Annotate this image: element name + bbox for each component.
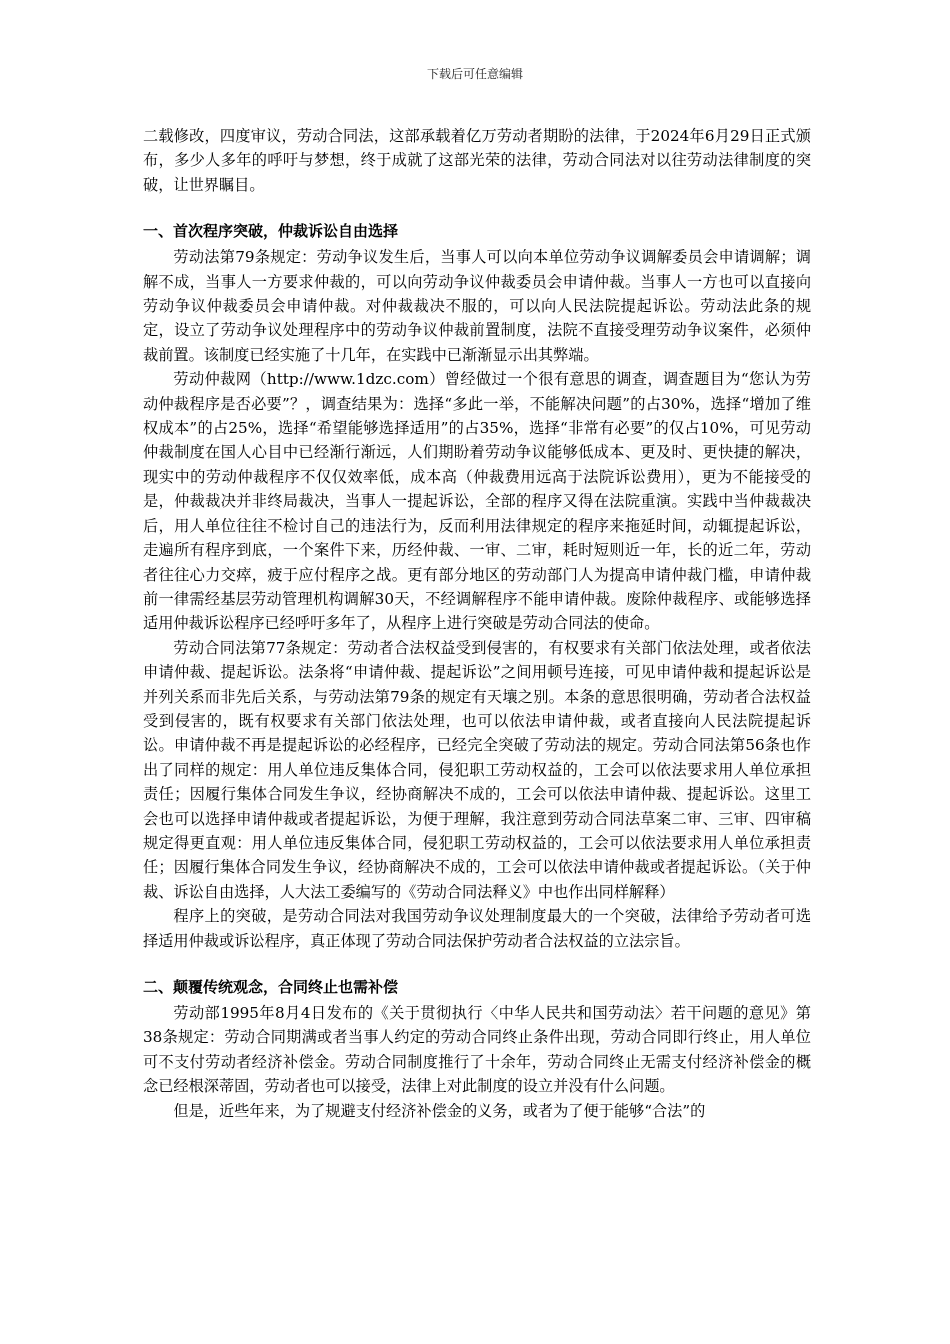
section-2-paragraph-2: 但是，近些年来，为了规避支付经济补偿金的义务，或者为了便于能够“合法”的: [173, 1101, 706, 1120]
section-2-heading: 二、颠覆传统观念，合同终止也需补偿: [143, 978, 399, 996]
section-1-paragraph-2: 劳动仲裁网（http://www.1dzc.com）曾经做过一个很有意思的调查，调查题目为“您认为劳动仲裁程序是否必要”？，调查结果为：选择“多此一举，不能解决问题”的占30%，选择“增加了维权成本”的占25%，选择“希望能够选择适用”的占35%，选择“非常有必要”的仅占10%，可见劳动仲裁制度在国人心目中已经渐行渐远，人们期盼着劳动争议能够低成本、更及时、更快捷的解决，现实中的劳动仲裁程序不仅仅效率低，成本高（仲裁费用远高于法院诉讼费用），更为不能接受的是，仲裁裁决并非终局裁决，当事人一提起诉讼，全部的程序又得在法院重演。实践中当仲裁裁决后，用人单位往往不检讨自己的违法行为，反而利用法律规定的程序来拖延时间，动辄提起诉讼，走遍所有程序到底，一个案件下来，历经仲裁、一审、二审，耗时短则近一年，长的近二年，劳动者往往心力交瘁，疲于应付程序之战。更有部分地区的劳动部门人为提高申请仲裁门槛，申请仲裁前一律需经基层劳动管理机构调解30天，不经调解程序不能申请仲裁。废除仲裁程序、或能够选择适用仲裁诉讼程序已经呼吁多年了，从程序上进行突破是劳动合同法的使命。: [143, 370, 811, 633]
section-1-paragraph-3: 劳动合同法第77条规定：劳动者合法权益受到侵害的，有权要求有关部门依法处理，或者依法申请仲裁、提起诉讼。法条将“申请仲裁、提起诉讼”之间用顿号连接，可见申请仲裁和提起诉讼是并列关系而非先后关系，与劳动法第79条的规定有天壤之别。本条的意思很明确，劳动者合法权益受到侵害的，既有权要求有关部门依法处理，也可以依法申请仲裁，或者直接向人民法院提起诉讼。申请仲裁不再是提起诉讼的必经程序，已经完全突破了劳动法的规定。劳动合同法第56条也作出了同样的规定：用人单位违反集体合同，侵犯职工劳动权益的，工会可以依法要求用人单位承担责任；因履行集体合同发生争议，经协商解决不成的，工会可以依法申请仲裁、提起诉讼。这里工会也可以选择申请仲裁或者提起诉讼，为便于理解，我注意到劳动合同法草案二审、三审、四审稿规定得更直观：用人单位违反集体合同，侵犯职工劳动权益的，工会可以依法要求用人单位承担责任；因履行集体合同发生争议，经协商解决不成的，工会可以依法申请仲裁或者提起诉讼。（关于仲裁、诉讼自由选择，人大法工委编写的《劳动合同法释义》中也作出同样解释）: [143, 638, 811, 901]
document-body: [143, 124, 811, 1123]
section-1-heading: 一、首次程序突破，仲裁诉讼自由选择: [143, 222, 399, 241]
section-2-paragraph-1: 劳动部1995年8月4日发布的《关于贯彻执行〈中华人民共和国劳动法〉若干问题的意见》第38条规定：劳动合同期满或者当事人约定的劳动合同终止条件出现，劳动合同即行终止，用人单位可不支付劳动者经济补偿金。劳动合同制度推行了十余年，劳动合同终止无需支付经济补偿金的概念已经根深蒂固，劳动者也可以接受，法律上对此制度的设立并没有什么问题。: [143, 1004, 811, 1096]
intro-paragraph: 二载修改，四度审议，劳动合同法，这部承载着亿万劳动者期盼的法律，于2024年6月29日正式颁布，多少人多年的呼吁与梦想，终于成就了这部光荣的法律，劳动合同法对以往劳动法律制度的突破，让世界瞩目。: [143, 127, 811, 194]
page-header: 下载后可任意编辑: [426, 67, 523, 81]
section-1-paragraph-4: 程序上的突破，是劳动合同法对我国劳动争议处理制度最大的一个突破，法律给予劳动者可选择适用仲裁或诉讼程序，真正体现了劳动合同法保护劳动者合法权益的立法宗旨。: [143, 907, 811, 950]
section-1-paragraph-1: 劳动法第79条规定：劳动争议发生后，当事人可以向本单位劳动争议调解委员会申请调解；调解不成，当事人一方要求仲裁的，可以向劳动争议仲裁委员会申请仲裁。当事人一方也可以直接向劳动争议仲裁委员会申请仲裁。对仲裁裁决不服的，可以向人民法院提起诉讼。劳动法此条的规定，设立了劳动争议处理程序中的劳动争议仲裁前置制度，法院不直接受理劳动争议案件，必须仲裁前置。该制度已经实施了十几年，在实践中已渐渐显示出其弊端。: [143, 248, 811, 364]
